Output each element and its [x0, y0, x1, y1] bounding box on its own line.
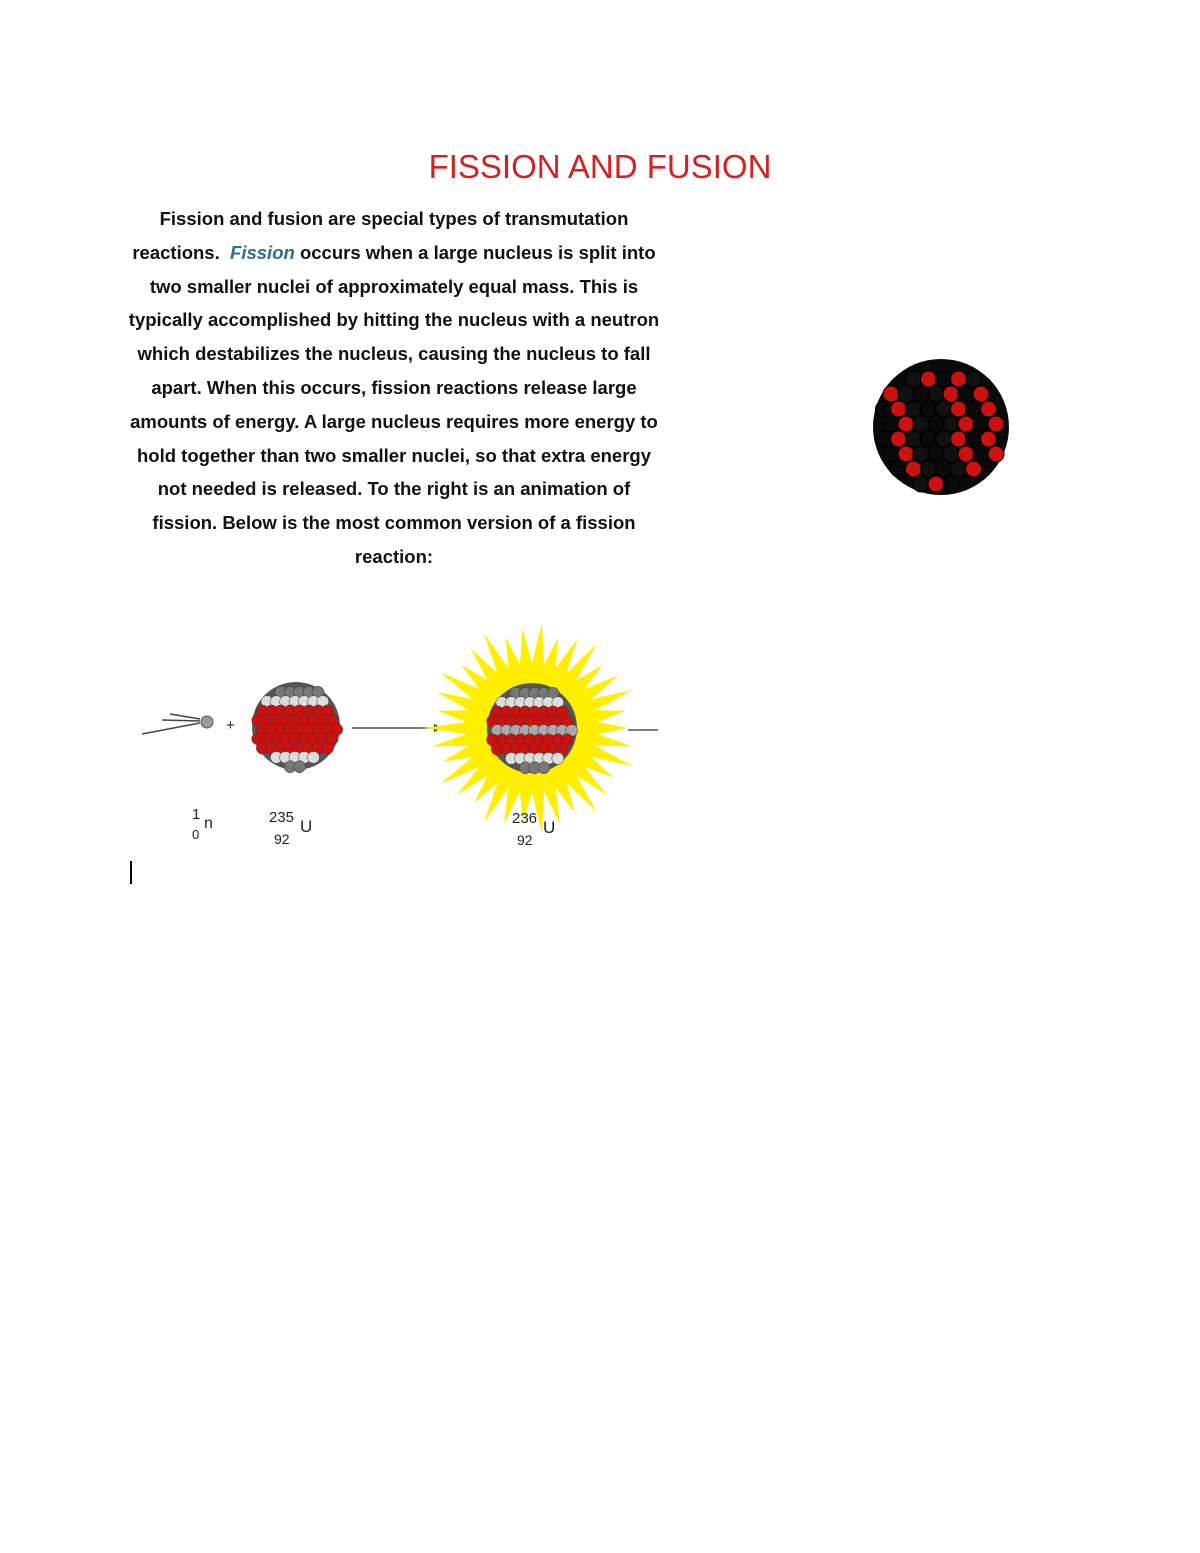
fission-reaction-diagram — [128, 600, 668, 880]
animation-nucleon — [906, 371, 922, 387]
animation-nucleon — [898, 386, 914, 402]
animation-nucleon — [891, 461, 907, 477]
body-paragraph — [128, 202, 660, 574]
paragraph-part1: Fission and fusion are special types of transmutation reactions. — [132, 208, 629, 263]
animation-nucleon — [988, 416, 1004, 432]
animation-nucleon — [966, 401, 982, 417]
animation-nucleon — [876, 431, 892, 447]
animation-nucleon — [906, 431, 922, 447]
fission-animation-image — [866, 352, 1016, 502]
uranium-235-label — [269, 809, 312, 847]
nucleon — [321, 742, 333, 754]
animation-nucleon — [958, 416, 974, 432]
animation-nucleon — [936, 431, 952, 447]
animation-nucleon — [921, 461, 937, 477]
animation-nucleon — [913, 476, 929, 492]
neutron-mass-number: 1 — [192, 806, 201, 823]
animation-nucleon — [958, 446, 974, 462]
nucleon — [538, 762, 550, 774]
animation-nucleon — [883, 416, 899, 432]
animation-nucleon — [958, 386, 974, 402]
animation-nucleon — [981, 431, 997, 447]
fission-term: Fission — [230, 241, 295, 263]
animation-nucleon — [876, 401, 892, 417]
animation-nucleon — [936, 401, 952, 417]
animation-nucleon — [898, 446, 914, 462]
uranium-235-nucleus — [252, 682, 343, 773]
animation-nucleon — [973, 446, 989, 462]
animation-nucleon — [906, 401, 922, 417]
animation-nucleon — [913, 416, 929, 432]
animation-nucleon — [891, 431, 907, 447]
animation-nucleon — [943, 386, 959, 402]
u236-symbol: U — [543, 818, 556, 837]
animation-nucleon — [928, 386, 944, 402]
animation-nucleon — [981, 401, 997, 417]
uranium-236-label — [512, 810, 555, 848]
u235-symbol: U — [300, 817, 313, 836]
animation-nucleon — [913, 446, 929, 462]
animation-nucleon — [973, 416, 989, 432]
plus-sign: + — [226, 717, 235, 734]
animation-nucleon — [928, 416, 944, 432]
animation-nucleon — [913, 386, 929, 402]
text-cursor — [130, 861, 132, 884]
neutron-particle — [201, 716, 213, 728]
animation-nucleon — [951, 401, 967, 417]
animation-nucleon — [898, 416, 914, 432]
animation-nucleon — [906, 461, 922, 477]
animation-nucleon — [943, 416, 959, 432]
neutron-symbol: n — [204, 815, 213, 832]
animation-nucleon — [921, 371, 937, 387]
paragraph-part2: occurs when a large nucleus is split into two smaller nuclei of approximately equal mass. This is typically accomplished by hitting the nucleus with a neutron which destabilizes the nucleus, causing the nucleus to fall apart. When this occurs, fission reactions release large amounts of energy. A large nucleus requires more energy to hold together than two smaller nuclei, so that extra energy not needed is released. To the right is an animation of fission. Below is the most common version of a fission reaction: — [128, 241, 660, 567]
animation-nucleon — [943, 476, 959, 492]
animation-nucleon — [966, 371, 982, 387]
animation-nucleon — [943, 446, 959, 462]
animation-nucleon — [921, 401, 937, 417]
animation-nucleon — [966, 431, 982, 447]
nucleon — [308, 751, 320, 763]
nucleon — [294, 761, 306, 773]
animation-nucleon — [936, 371, 952, 387]
nucleon — [552, 752, 564, 764]
animation-nucleon — [883, 386, 899, 402]
animation-nucleon — [921, 431, 937, 447]
animation-nucleon — [928, 476, 944, 492]
animation-nucleon — [973, 386, 989, 402]
neutron-atomic-number: 0 — [192, 827, 200, 842]
neutron-trail — [142, 714, 200, 734]
animation-nucleon — [928, 446, 944, 462]
page-title: FISSION AND FUSION — [428, 148, 772, 185]
u235-atomic-number: 92 — [274, 831, 290, 847]
u236-mass-number: 236 — [512, 810, 538, 827]
animation-nucleon — [966, 461, 982, 477]
animation-nucleon — [988, 446, 1004, 462]
animation-nucleon — [951, 461, 967, 477]
u236-atomic-number: 92 — [517, 832, 533, 848]
animation-nucleon — [936, 461, 952, 477]
animation-nucleon — [951, 431, 967, 447]
animation-nucleon — [951, 371, 967, 387]
u235-mass-number: 235 — [269, 809, 295, 826]
neutron-label — [192, 806, 213, 842]
animation-nucleon — [891, 401, 907, 417]
animation-nucleon — [883, 446, 899, 462]
